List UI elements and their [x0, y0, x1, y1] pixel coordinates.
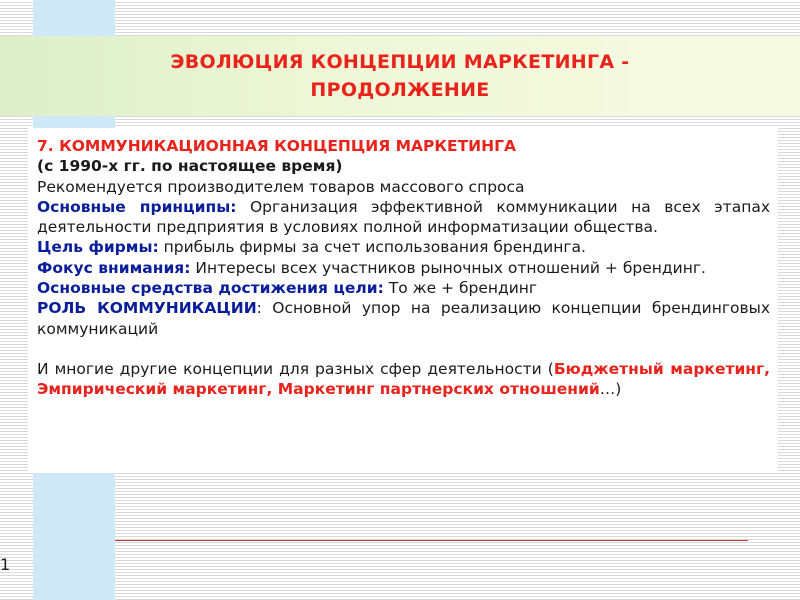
role-paragraph — [37, 298, 770, 339]
principles-label: Основные принципы: — [37, 197, 237, 216]
others-paragraph — [37, 359, 770, 400]
spacer — [37, 339, 770, 359]
means-text: То же + брендинг — [383, 279, 538, 298]
others-end: …) — [599, 380, 622, 399]
goal-label: Цель фирмы: — [37, 238, 159, 257]
principles-text: Организация эффективной коммуникации на всех этапах деятельности предприятия в условиях полной информатизации общества. — [37, 197, 770, 237]
slide-number: 1 — [0, 555, 11, 574]
period-line: (с 1990-х гг. по настоящее время) — [37, 157, 343, 176]
recommended-line: Рекомендуется производителем товаров массового спроса — [37, 177, 525, 196]
focus-text: Интересы всех участников рыночных отношений + брендинг. — [190, 258, 706, 277]
slide-title: ЭВОЛЮЦИЯ КОНЦЕПЦИИ МАРКЕТИНГА - ПРОДОЛЖЕНИЕ — [170, 51, 630, 101]
slide-content — [37, 136, 770, 400]
focus-label: Фокус внимания: — [37, 258, 191, 277]
goal-text: прибыль фирмы за счет использования брендинга. — [158, 238, 586, 257]
principles-paragraph — [37, 197, 770, 238]
others-list: Бюджетный маркетинг, Эмпирический маркетинг, Маркетинг партнерских отношений — [37, 359, 770, 399]
means-label: Основные средства достижения цели: — [37, 279, 384, 298]
means-paragraph — [37, 278, 770, 298]
section-heading: 7. КОММУНИКАЦИОННАЯ КОНЦЕПЦИЯ МАРКЕТИНГА — [37, 137, 516, 155]
role-text: : Основной упор на реализацию концепции брендинговых коммуникаций — [37, 299, 770, 338]
role-label: РОЛЬ КОММУНИКАЦИИ — [37, 299, 257, 318]
others-text: И многие другие концепции для разных сфер деятельности ( — [37, 359, 554, 378]
focus-paragraph — [37, 258, 770, 278]
goal-paragraph — [37, 237, 770, 257]
footer-rule — [115, 540, 748, 541]
